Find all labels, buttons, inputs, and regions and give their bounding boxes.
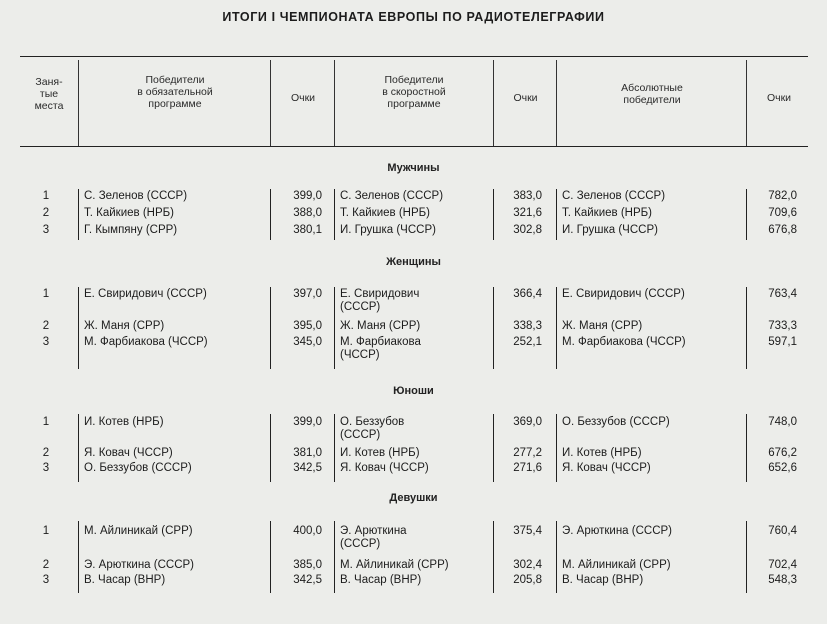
speed-winner: И. Грушка (ЧССР) <box>340 224 436 236</box>
speed-winner: Т. Кайкиев (НРБ) <box>340 207 430 219</box>
absolute-points: 760,4 <box>768 525 797 537</box>
section-title: Девушки <box>389 492 438 504</box>
place-number: 2 <box>42 320 50 332</box>
speed-winner: М. Фарбиакова (ЧССР) <box>340 336 421 361</box>
place-number: 3 <box>42 336 50 348</box>
header-absolute: Абсолютные победители <box>621 82 683 106</box>
column-bar <box>78 287 79 369</box>
column-bar <box>493 189 494 240</box>
absolute-points: 548,3 <box>768 574 797 586</box>
absolute-points: 748,0 <box>768 416 797 428</box>
speed-points: 369,0 <box>513 416 542 428</box>
mandatory-points: 399,0 <box>293 190 322 202</box>
place-number: 3 <box>42 224 50 236</box>
header-points: Очки <box>513 92 538 104</box>
mandatory-points: 388,0 <box>293 207 322 219</box>
column-bar <box>334 287 335 369</box>
absolute-points: 676,8 <box>768 224 797 236</box>
mandatory-points: 397,0 <box>293 288 322 300</box>
header-divider <box>78 60 79 146</box>
place-number: 1 <box>42 525 50 537</box>
absolute-points: 702,4 <box>768 559 797 571</box>
header-divider <box>556 60 557 146</box>
column-bar <box>493 414 494 482</box>
absolute-points: 597,1 <box>768 336 797 348</box>
absolute-points: 709,6 <box>768 207 797 219</box>
absolute-points: 733,3 <box>768 320 797 332</box>
mandatory-winner: М. Фарбиакова (ЧССР) <box>84 336 208 348</box>
mandatory-winner: В. Часар (ВНР) <box>84 574 166 586</box>
speed-points: 321,6 <box>513 207 542 219</box>
mandatory-points: 385,0 <box>293 559 322 571</box>
section-title: Женщины <box>386 256 441 268</box>
column-bar <box>493 287 494 369</box>
absolute-winner: И. Котев (НРБ) <box>562 447 642 459</box>
speed-winner: М. Айлиникай (СРР) <box>340 559 449 571</box>
speed-winner: В. Часар (ВНР) <box>340 574 422 586</box>
column-bar <box>746 521 747 593</box>
header-divider <box>270 60 271 146</box>
place-number: 1 <box>42 288 50 300</box>
absolute-winner: М. Фарбиакова (ЧССР) <box>562 336 686 348</box>
speed-winner: С. Зеленов (СССР) <box>340 190 444 202</box>
column-bar <box>270 414 271 482</box>
mandatory-points: 345,0 <box>293 336 322 348</box>
header-divider <box>334 60 335 146</box>
mandatory-winner: Ж. Маня (СРР) <box>84 320 165 332</box>
place-number: 2 <box>42 207 50 219</box>
section-title: Юноши <box>393 385 434 397</box>
column-bar <box>556 287 557 369</box>
place-number: 2 <box>42 559 50 571</box>
header-divider <box>746 60 747 146</box>
mandatory-points: 399,0 <box>293 416 322 428</box>
mandatory-winner: Я. Ковач (ЧССР) <box>84 447 173 459</box>
place-number: 3 <box>42 462 50 474</box>
section-title: Мужчины <box>387 162 440 174</box>
mandatory-winner: И. Котев (НРБ) <box>84 416 164 428</box>
speed-points: 366,4 <box>513 288 542 300</box>
mandatory-winner: Т. Кайкиев (НРБ) <box>84 207 174 219</box>
speed-winner: Е. Свиридович (СССР) <box>340 288 420 313</box>
column-bar <box>270 287 271 369</box>
column-bar <box>746 189 747 240</box>
mandatory-points: 342,5 <box>293 574 322 586</box>
speed-points: 205,8 <box>513 574 542 586</box>
header-mandatory: Победители в обязательной программе <box>137 74 213 110</box>
header-points: Очки <box>290 92 316 104</box>
column-bar <box>270 521 271 593</box>
absolute-winner: Т. Кайкиев (НРБ) <box>562 207 652 219</box>
column-bar <box>746 414 747 482</box>
mandatory-points: 380,1 <box>293 224 322 236</box>
absolute-points: 652,6 <box>768 462 797 474</box>
column-bar <box>556 414 557 482</box>
mandatory-points: 400,0 <box>293 525 322 537</box>
mandatory-winner: Э. Арюткина (СССР) <box>84 559 195 571</box>
column-bar <box>78 521 79 593</box>
absolute-points: 763,4 <box>768 288 797 300</box>
absolute-winner: И. Грушка (ЧССР) <box>562 224 658 236</box>
absolute-points: 782,0 <box>768 190 797 202</box>
place-number: 3 <box>42 574 50 586</box>
column-bar <box>493 521 494 593</box>
speed-winner: И. Котев (НРБ) <box>340 447 420 459</box>
mandatory-winner: О. Беззубов (СССР) <box>84 462 192 474</box>
absolute-winner: Е. Свиридович (СССР) <box>562 288 685 300</box>
absolute-winner: С. Зеленов (СССР) <box>562 190 666 202</box>
absolute-winner: В. Часар (ВНР) <box>562 574 644 586</box>
mandatory-winner: С. Зеленов (СССР) <box>84 190 188 202</box>
speed-points: 302,8 <box>513 224 542 236</box>
mandatory-points: 381,0 <box>293 447 322 459</box>
speed-points: 302,4 <box>513 559 542 571</box>
speed-winner: Э. Арюткина (СССР) <box>340 525 407 550</box>
header-place: Заня- тые места <box>34 76 64 112</box>
header-points: Очки <box>766 92 792 104</box>
header-divider <box>493 60 494 146</box>
mandatory-winner: Г. Кымпяну (СРР) <box>84 224 178 236</box>
absolute-winner: М. Айлиникай (СРР) <box>562 559 671 571</box>
column-bar <box>556 521 557 593</box>
table-top-rule <box>20 56 808 57</box>
speed-points: 277,2 <box>513 447 542 459</box>
speed-points: 252,1 <box>513 336 542 348</box>
column-bar <box>334 189 335 240</box>
mandatory-points: 395,0 <box>293 320 322 332</box>
place-number: 2 <box>42 447 50 459</box>
mandatory-points: 342,5 <box>293 462 322 474</box>
speed-winner: Я. Ковач (ЧССР) <box>340 462 429 474</box>
header-speed: Победители в скоростной программе <box>382 74 446 110</box>
column-bar <box>556 189 557 240</box>
absolute-winner: Э. Арюткина (СССР) <box>562 525 673 537</box>
absolute-points: 676,2 <box>768 447 797 459</box>
column-bar <box>334 414 335 482</box>
speed-points: 338,3 <box>513 320 542 332</box>
column-bar <box>78 189 79 240</box>
column-bar <box>334 521 335 593</box>
column-bar <box>270 189 271 240</box>
speed-points: 271,6 <box>513 462 542 474</box>
page-title: ИТОГИ I ЧЕМПИОНАТА ЕВРОПЫ ПО РАДИОТЕЛЕГРАФИИ <box>222 10 605 24</box>
column-bar <box>78 414 79 482</box>
absolute-winner: Я. Ковач (ЧССР) <box>562 462 651 474</box>
column-bar <box>746 287 747 369</box>
mandatory-winner: Е. Свиридович (СССР) <box>84 288 207 300</box>
mandatory-winner: М. Айлиникай (СРР) <box>84 525 193 537</box>
speed-winner: О. Беззубов (СССР) <box>340 416 405 441</box>
absolute-winner: Ж. Маня (СРР) <box>562 320 643 332</box>
place-number: 1 <box>42 416 50 428</box>
speed-winner: Ж. Маня (СРР) <box>340 320 421 332</box>
speed-points: 383,0 <box>513 190 542 202</box>
absolute-winner: О. Беззубов (СССР) <box>562 416 670 428</box>
place-number: 1 <box>42 190 50 202</box>
header-bottom-rule <box>20 146 808 147</box>
speed-points: 375,4 <box>513 525 542 537</box>
